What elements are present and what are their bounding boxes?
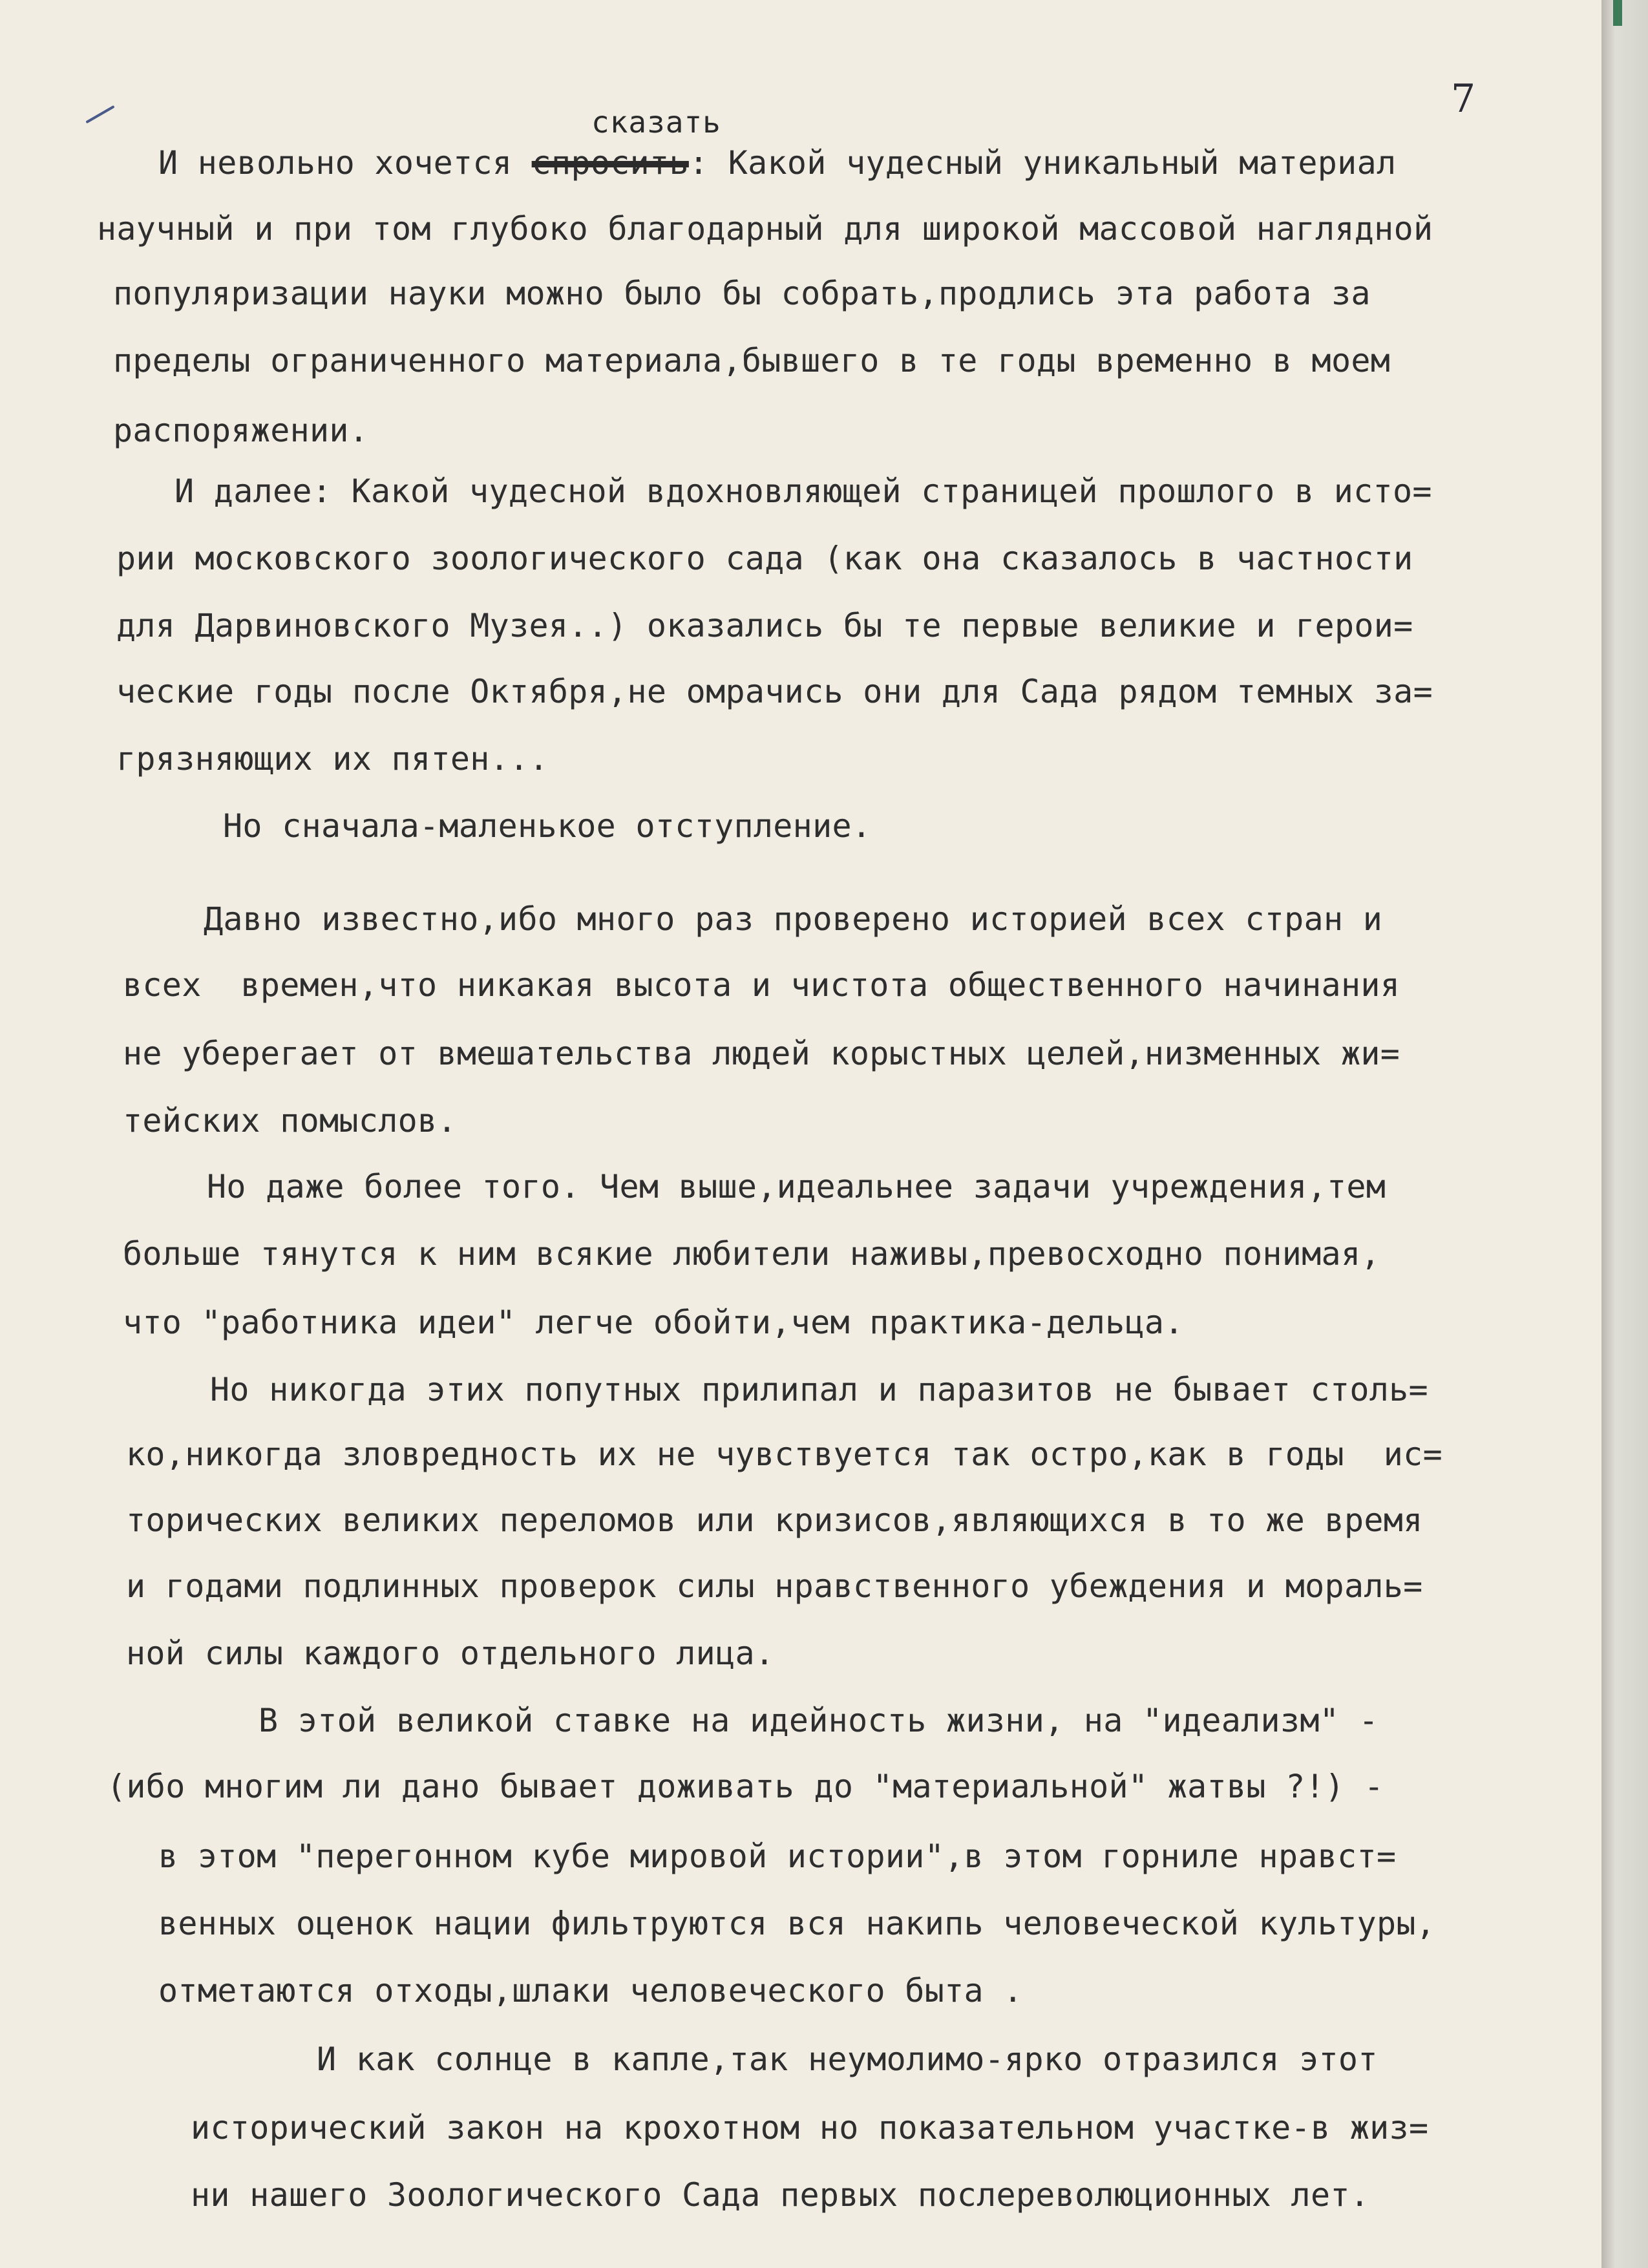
- text-line: грязняющих их пятен...: [116, 740, 549, 778]
- struck-word: спросить: [531, 144, 689, 182]
- line-text-after: : Какой чудесный уникальный материал: [688, 144, 1397, 182]
- text-line: ни нашего Зоологического Сада первых послереволюционных лет.: [191, 2176, 1370, 2214]
- next-sheet-edge: [1601, 0, 1648, 2268]
- text-line: отметаются отходы,шлаки человеческого быта .: [158, 1972, 1023, 2009]
- text-line: [158, 143, 1396, 182]
- text-line: ной силы каждого отдельного лица.: [126, 1635, 775, 1672]
- text-line: Давно известно,ибо много раз проверено историей всех стран и: [204, 900, 1383, 938]
- text-line: Но никогда этих попутных прилипал и паразитов не бывает столь=: [210, 1371, 1428, 1408]
- text-line: не уберегает от вмешательства людей корыстных целей,низменных жи=: [123, 1035, 1400, 1072]
- text-line: И как солнце в капле,так неумолимо-ярко отразился этот: [317, 2040, 1378, 2078]
- text-line: популяризации науки можно было бы собрать,продлись эта работа за: [113, 275, 1371, 312]
- text-line: рии московского зоологического сада (как она сказалось в частности: [116, 540, 1413, 577]
- text-line: ко,никогда зловредность их не чувствуется так остро,как в годы ис=: [126, 1436, 1442, 1473]
- text-line: венных оценок нации фильтруются вся накипь человеческой культуры,: [158, 1905, 1436, 1942]
- text-line: тейских помыслов.: [123, 1102, 457, 1139]
- binder-strip: [1613, 0, 1622, 26]
- text-line: научный и при том глубоко благодарный для широкой массовой наглядной: [97, 210, 1433, 248]
- text-line: торических великих переломов или кризисов,являющихся в то же время: [126, 1501, 1423, 1539]
- line-text-before: И невольно хочется: [158, 144, 532, 182]
- text-line: для Дарвиновского Музея..) оказались бы те первые великие и герои=: [116, 607, 1413, 644]
- text-line: пределы ограниченного материала,бывшего в те годы временно в моем: [113, 342, 1391, 379]
- text-line: больше тянутся к ним всякие любители наживы,превосходно понимая,: [123, 1235, 1380, 1273]
- text-line: Но даже более того. Чем выше,идеальнее задачи учреждения,тем: [207, 1168, 1386, 1205]
- text-line: всех времен,что никакая высота и чистота общественного начинания: [123, 966, 1400, 1004]
- text-line: В этой великой ставке на идейность жизни, на "идеализм" -: [259, 1702, 1379, 1739]
- text-line: Но сначала-маленькое отступление.: [223, 807, 872, 845]
- margin-pen-mark: [85, 105, 114, 123]
- text-line: (ибо многим ли дано бывает доживать до "материальной" жатвы ?!) -: [107, 1768, 1384, 1805]
- text-line: И далее: Какой чудесной вдохновляющей страницей прошлого в исто=: [174, 472, 1432, 510]
- handwritten-insertion: сказать: [591, 105, 721, 140]
- text-line: исторический закон на крохотном но показательном участке-в жиз=: [191, 2109, 1429, 2146]
- page-number: 7: [1451, 76, 1476, 122]
- text-line: распоряжении.: [113, 412, 369, 449]
- text-line: в этом "перегонном кубе мировой истории",в этом горниле нравст=: [158, 1838, 1397, 1875]
- text-line: ческие годы после Октября,не омрачись они для Сада рядом темных за=: [116, 673, 1433, 710]
- text-line: что "работника идеи" легче обойти,чем практика-дельца.: [123, 1304, 1184, 1341]
- text-line: и годами подлинных проверок силы нравственного убеждения и мораль=: [126, 1567, 1423, 1605]
